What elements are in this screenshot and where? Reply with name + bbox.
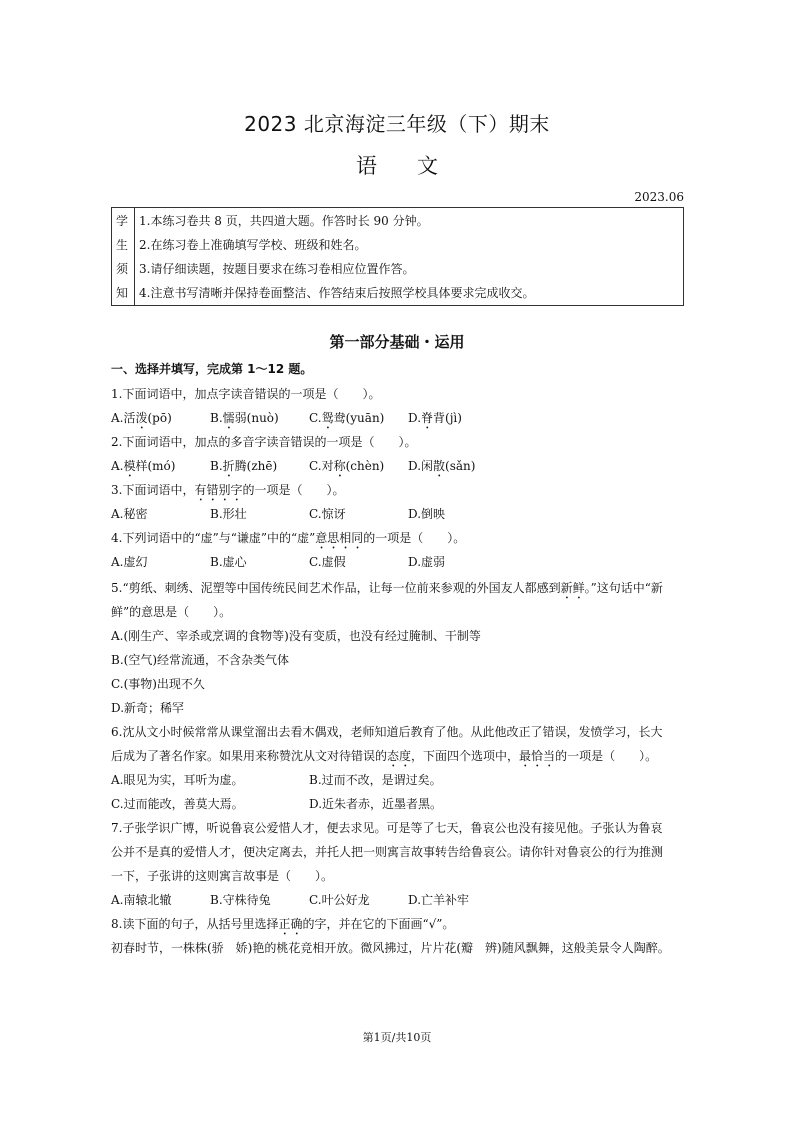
question-2-stem: 2.下面词语中，加点的多音字读音错误的一项是（ ）。 <box>111 435 417 449</box>
q5-option-d: D.新奇；稀罕 <box>111 701 185 715</box>
section-title: 第一部分基础・运用 <box>329 333 465 351</box>
q6-option-a: A.眼见为实，耳听为虚。 <box>111 773 244 787</box>
question-7-stem-line-3: 一下，子张讲的这则寓言故事是（ ）。 <box>111 869 334 883</box>
question-5-stem-line-2: 鲜”的意思是（ ）。 <box>111 605 232 619</box>
notice-label-char: 生 <box>116 238 129 252</box>
q1-option-c: C.鸳鸯(yuān) <box>309 411 385 425</box>
q4-option-a: A.虚幻 <box>111 555 148 569</box>
subject-title: 语文 <box>356 154 478 178</box>
q7-option-c: C.叶公好龙 <box>309 893 370 907</box>
q2-option-a: A.模样(mó) <box>111 459 176 473</box>
q2-option-c: C.对称(chèn) <box>309 459 385 473</box>
q3-option-b: B.形壮 <box>210 507 247 521</box>
q6-option-d: D.近朱者赤，近墨者黑。 <box>309 797 443 811</box>
question-6-stem-line-2: 后成为了著名作家。如果用来称赞沈从文对待错误的态度，下面四个选项中，最恰当的一项是（ ）。 <box>111 749 658 763</box>
q5-option-a: A.(刚生产、宰杀或烹调的食物等)没有变质，也没有经过腌制、干制等 <box>111 629 481 643</box>
q5-option-b: B.(空气)经常流通，不含杂类气体 <box>111 653 289 667</box>
question-8-stem: 8.读下面的句子，从括号里选择正确的字，并在它的下面画“√”。 <box>111 917 455 931</box>
question-7-stem-line-2: 公并不是真的爱惜人才，便决定离去，并托人把一则寓言故事转告给鲁哀公。请你针对鲁哀公的行为推测 <box>111 845 664 859</box>
notice-line: 2.在练习卷上准确填写学校、班级和姓名。 <box>139 238 367 252</box>
notice-box <box>111 207 684 306</box>
q6-option-b: B.过而不改，是谓过矣。 <box>309 773 442 787</box>
notice-label-char: 学 <box>116 214 129 228</box>
notice-label-char: 知 <box>116 286 129 300</box>
question-5-stem-line-1: 5.“剪纸、刺绣、泥塑等中国传统民间艺术作品，让每一位前来参观的外国友人都感到新鲜。”这句话中“新 <box>111 581 663 595</box>
q1-option-d: D.脊背(jì) <box>408 411 462 425</box>
q7-option-a: A.南辕北辙 <box>111 893 172 907</box>
notice-label-char: 须 <box>116 262 129 276</box>
notice-line: 4.注意书写清晰并保持卷面整洁、作答结束后按照学校具体要求完成收交。 <box>139 286 535 300</box>
q2-option-d: D.闲散(sǎn) <box>408 459 476 473</box>
question-8-sentence: 初春时节，一株株(骄 娇)艳的桃花竞相开放。微风拂过，片片花(瓣 辨)随风飘舞，这般美景令人陶醉。 <box>111 941 670 955</box>
q3-option-d: D.倒映 <box>408 507 446 521</box>
exam-title: 2023 北京海淀三年级（下）期末 <box>244 112 550 136</box>
question-3-stem: 3.下面词语中，有错别字的一项是（ ）。 <box>111 483 345 497</box>
notice-line: 1.本练习卷共 8 页，共四道大题。作答时长 90 分钟。 <box>139 214 429 228</box>
q4-option-c: C.虚假 <box>309 555 346 569</box>
q7-option-b: B.守株待兔 <box>210 893 271 907</box>
q3-option-a: A.秘密 <box>111 507 148 521</box>
q3-option-c: C.惊讶 <box>309 507 346 521</box>
section-instruction: 一、选择并填写，完成第 1～12 题。 <box>111 362 313 376</box>
notice-label <box>112 208 135 305</box>
q6-option-c: C.过而能改，善莫大焉。 <box>111 797 244 811</box>
exam-date: 2023.06 <box>634 190 684 204</box>
q4-option-d: D.虚弱 <box>408 555 446 569</box>
q2-option-b: B.折腾(zhē) <box>210 459 278 473</box>
q4-option-b: B.虚心 <box>210 555 247 569</box>
q1-option-a: A.活泼(pō) <box>111 411 172 425</box>
question-4-stem: 4.下列词语中的“虚”与“谦虚”中的“虚”意思相同的一项是（ ）。 <box>111 531 466 545</box>
question-6-stem-line-1: 6.沈从文小时候常常从课堂溜出去看木偶戏，老师知道后教育了他。从此他改正了错误，发愤学习，长大 <box>111 725 663 739</box>
question-7-stem-line-1: 7.子张学识广博，听说鲁哀公爱惜人才，便去求见。可是等了七天，鲁哀公也没有接见他。子张认为鲁哀 <box>111 821 663 835</box>
q1-option-b: B.懦弱(nuò) <box>210 411 279 425</box>
page-footer: 第1页/共10页 <box>362 1031 432 1044</box>
q7-option-d: D.亡羊补牢 <box>408 893 470 907</box>
question-1-stem: 1.下面词语中，加点字读音错误的一项是（ ）。 <box>111 387 381 401</box>
notice-line: 3.请仔细读题，按题目要求在练习卷相应位置作答。 <box>139 262 415 276</box>
q5-option-c: C.(事物)出现不久 <box>111 677 205 691</box>
